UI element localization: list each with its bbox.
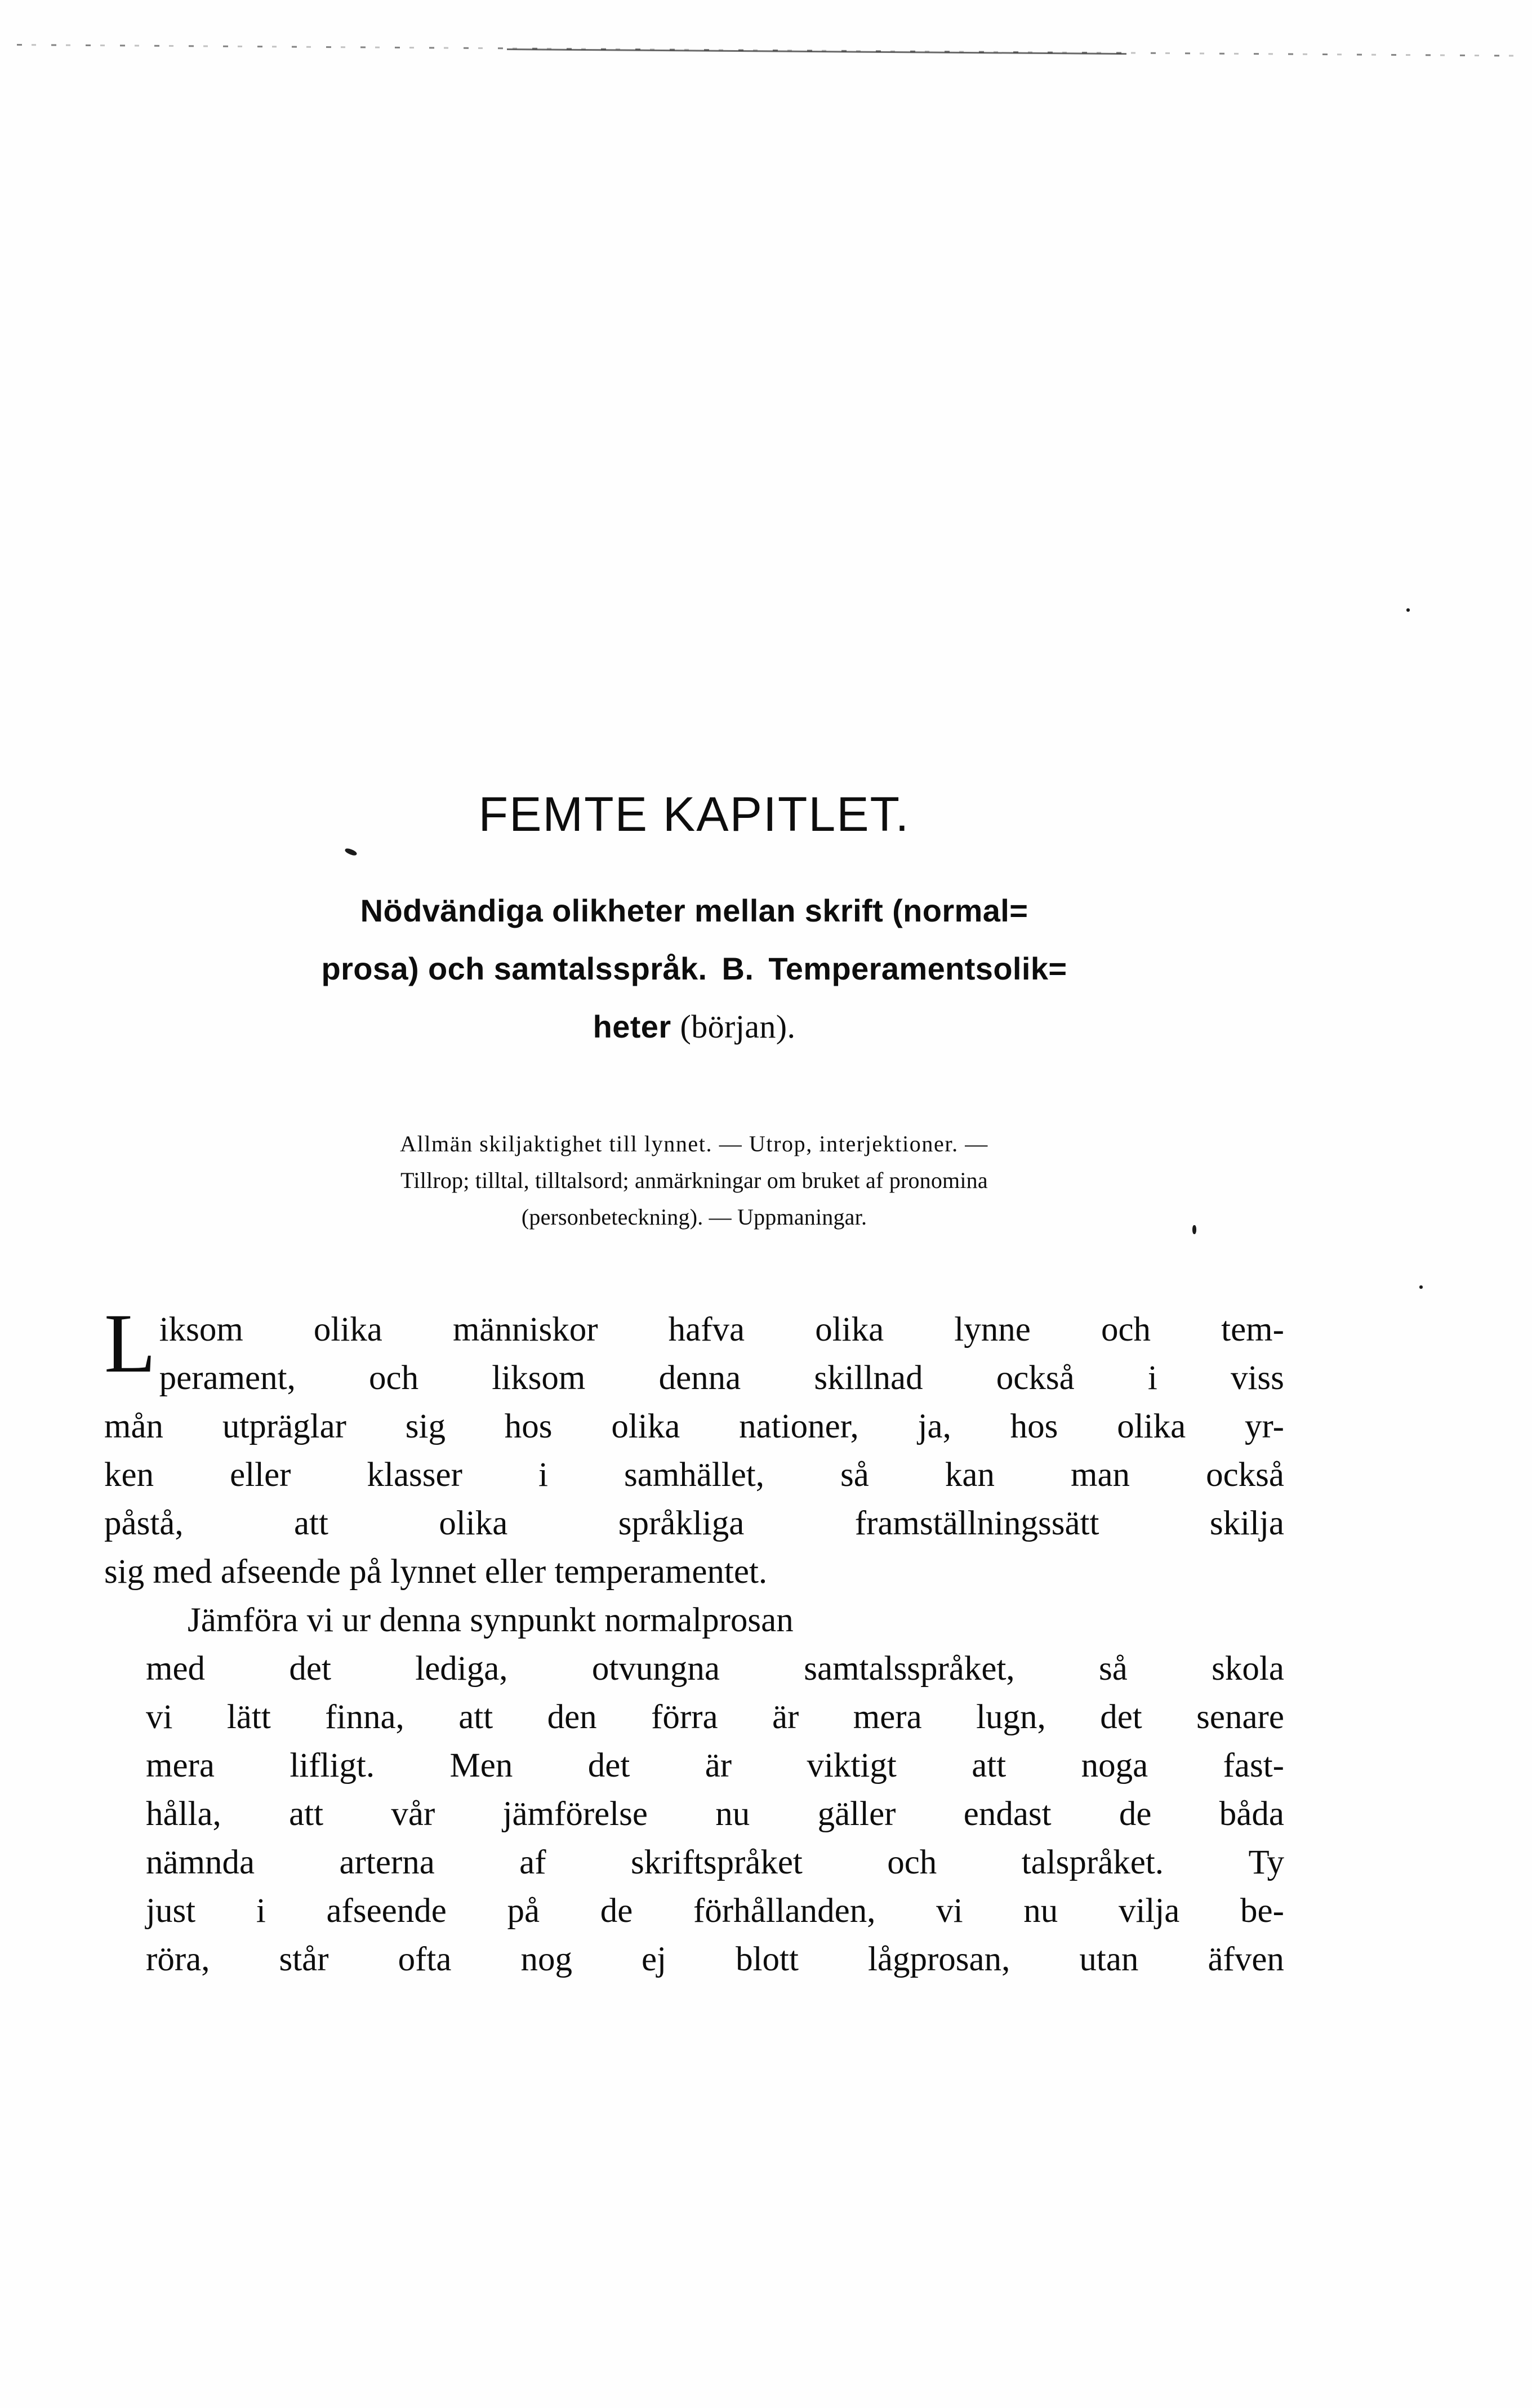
paragraph-2-line-5 bbox=[104, 1790, 1284, 1839]
word: samtalsspråket, bbox=[804, 1650, 1015, 1688]
word: klasser bbox=[367, 1456, 462, 1494]
word: det bbox=[587, 1747, 630, 1784]
word: mån bbox=[104, 1408, 164, 1445]
paragraph-1 bbox=[104, 1297, 1284, 1596]
word: också bbox=[1206, 1456, 1284, 1494]
word: ken bbox=[104, 1456, 154, 1494]
word: det bbox=[1100, 1698, 1142, 1736]
word: lifligt. bbox=[290, 1747, 375, 1784]
word: nog bbox=[520, 1940, 572, 1978]
word: och bbox=[1101, 1311, 1151, 1348]
paragraph-2-line-1 bbox=[104, 1596, 1284, 1645]
word: olika bbox=[815, 1311, 884, 1348]
subtitle-line-2-part-c: Temperamentsolik= bbox=[768, 951, 1067, 986]
word: vi bbox=[936, 1892, 963, 1930]
paragraph-2-line-4 bbox=[104, 1742, 1284, 1790]
word: utan bbox=[1079, 1940, 1139, 1978]
word: människor bbox=[452, 1311, 598, 1348]
word: iksom bbox=[159, 1311, 243, 1348]
word: ofta bbox=[398, 1940, 452, 1978]
argument-line-1: Allmän skiljaktighet till lynnet. — Utrop, interjektioner. — bbox=[400, 1131, 988, 1156]
subtitle-line-2 bbox=[104, 940, 1284, 998]
word: senare bbox=[1196, 1698, 1284, 1736]
argument-line-3: (personbeteckning). — Uppmaningar. bbox=[521, 1204, 867, 1230]
paragraph-2-line-6 bbox=[104, 1839, 1284, 1887]
paragraph-1-line-3 bbox=[104, 1403, 1284, 1451]
word: är bbox=[772, 1698, 799, 1736]
word: att bbox=[289, 1795, 324, 1833]
word: nämnda bbox=[146, 1844, 255, 1881]
word: i bbox=[538, 1456, 548, 1494]
word: ej bbox=[642, 1940, 667, 1978]
ink-speck bbox=[1419, 1285, 1423, 1289]
word: och bbox=[369, 1359, 419, 1397]
word: skola bbox=[1212, 1650, 1284, 1688]
word: viktigt bbox=[807, 1747, 897, 1784]
word: i bbox=[1147, 1359, 1157, 1397]
word: de bbox=[1119, 1795, 1152, 1833]
word: jämförelse bbox=[502, 1795, 648, 1833]
word: blott bbox=[736, 1940, 799, 1978]
word: att bbox=[458, 1698, 493, 1736]
word: de bbox=[600, 1892, 633, 1930]
subtitle-line-3-bold: heter bbox=[593, 1009, 671, 1044]
word: så bbox=[840, 1456, 869, 1494]
word: afseende bbox=[326, 1892, 447, 1930]
paragraph-2 bbox=[104, 1596, 1284, 1984]
word: den bbox=[547, 1698, 597, 1736]
paragraph-1-line-2 bbox=[159, 1354, 1284, 1403]
subtitle-section-letter: B. bbox=[722, 951, 754, 986]
word: perament, bbox=[159, 1359, 296, 1397]
word: båda bbox=[1219, 1795, 1284, 1833]
word: vi bbox=[146, 1698, 173, 1736]
word: förra bbox=[651, 1698, 718, 1736]
paragraph-1-line-1 bbox=[159, 1306, 1284, 1354]
word: så bbox=[1098, 1650, 1128, 1688]
chapter-argument-summary bbox=[104, 1125, 1284, 1235]
paragraph-2-line-7 bbox=[104, 1887, 1284, 1935]
word: olika bbox=[611, 1408, 680, 1445]
word: finna, bbox=[325, 1698, 404, 1736]
word: och bbox=[887, 1844, 937, 1881]
word: be- bbox=[1240, 1892, 1284, 1930]
word: otvungna bbox=[591, 1650, 720, 1688]
word: utpräglar bbox=[222, 1408, 346, 1445]
subtitle-line-2-part-a: prosa) och samtalsspråk. bbox=[321, 951, 707, 986]
word: liksom bbox=[492, 1359, 586, 1397]
paragraph-2-line-2 bbox=[104, 1645, 1284, 1693]
drop-cap-initial: L bbox=[104, 1297, 156, 1390]
line-text: Jämföra vi ur denna synpunkt normalprosan bbox=[188, 1601, 794, 1639]
chapter-subtitle bbox=[104, 882, 1284, 1056]
word: att bbox=[293, 1505, 328, 1542]
word: gäller bbox=[817, 1795, 896, 1833]
word: det bbox=[289, 1650, 331, 1688]
word: endast bbox=[963, 1795, 1052, 1833]
word: förhållanden, bbox=[693, 1892, 876, 1930]
word: arterna bbox=[339, 1844, 435, 1881]
word: språkliga bbox=[618, 1505, 745, 1542]
word: påstå, bbox=[104, 1505, 184, 1542]
word: lågprosan, bbox=[867, 1940, 1010, 1978]
word: olika bbox=[439, 1505, 508, 1542]
word: på bbox=[507, 1892, 540, 1930]
word: äfven bbox=[1208, 1940, 1284, 1978]
word: skillnad bbox=[814, 1359, 923, 1397]
word: hafva bbox=[668, 1311, 745, 1348]
word: denna bbox=[658, 1359, 741, 1397]
word: man bbox=[1071, 1456, 1130, 1494]
word: hos bbox=[504, 1408, 553, 1445]
word: viss bbox=[1230, 1359, 1284, 1397]
word: röra, bbox=[146, 1940, 210, 1978]
word: hos bbox=[1010, 1408, 1058, 1445]
word: med bbox=[146, 1650, 206, 1688]
argument-line-2: Tillrop; tilltal, tilltalsord; anmärkningar om bruket af pronomina bbox=[400, 1168, 988, 1193]
word: samhället, bbox=[624, 1456, 764, 1494]
ink-speck bbox=[344, 847, 358, 857]
word: sig bbox=[405, 1408, 446, 1445]
word: nu bbox=[715, 1795, 750, 1833]
word: hålla, bbox=[146, 1795, 221, 1833]
word: kan bbox=[945, 1456, 995, 1494]
word: talspråket. bbox=[1021, 1844, 1164, 1881]
word: olika bbox=[313, 1311, 382, 1348]
word: noga bbox=[1081, 1747, 1148, 1784]
word: olika bbox=[1117, 1408, 1186, 1445]
paragraph-1-line-5 bbox=[104, 1499, 1284, 1548]
word: just bbox=[146, 1892, 196, 1930]
word: eller bbox=[230, 1456, 291, 1494]
word: också bbox=[996, 1359, 1075, 1397]
paragraph-2-line-3 bbox=[104, 1693, 1284, 1742]
ink-speck bbox=[1406, 608, 1410, 612]
word: står bbox=[279, 1940, 329, 1978]
word: nu bbox=[1023, 1892, 1058, 1930]
word: fast- bbox=[1223, 1747, 1284, 1784]
subtitle-line-3-regular: (början). bbox=[680, 1008, 796, 1045]
paragraph-2-line-8 bbox=[104, 1935, 1284, 1984]
body-text bbox=[104, 1297, 1284, 1984]
subtitle-line-3 bbox=[104, 998, 1284, 1056]
word: vilja bbox=[1118, 1892, 1180, 1930]
word: mera bbox=[146, 1747, 215, 1784]
word: lätt bbox=[226, 1698, 271, 1736]
paragraph-1-line-4 bbox=[104, 1451, 1284, 1499]
chapter-title: FEMTE KAPITLET. bbox=[478, 787, 910, 842]
word: lugn, bbox=[976, 1698, 1046, 1736]
word: nationer, bbox=[739, 1408, 859, 1445]
word: af bbox=[519, 1844, 546, 1881]
word: lediga, bbox=[415, 1650, 508, 1688]
word: tem- bbox=[1221, 1311, 1284, 1348]
word: är bbox=[705, 1747, 732, 1784]
subtitle-line-1: Nödvändiga olikheter mellan skrift (normal= bbox=[360, 893, 1028, 928]
word: ja, bbox=[918, 1408, 951, 1445]
word: att bbox=[972, 1747, 1007, 1784]
word: skriftspråket bbox=[630, 1844, 803, 1881]
word: skilja bbox=[1209, 1505, 1284, 1542]
word: i bbox=[256, 1892, 266, 1930]
word: mera bbox=[853, 1698, 922, 1736]
word: framställningssätt bbox=[854, 1505, 1099, 1542]
paragraph-1-line-6: sig med afseende på lynnet eller temperamentet. bbox=[104, 1553, 768, 1591]
word: yr- bbox=[1244, 1408, 1284, 1445]
word: lynne bbox=[954, 1311, 1031, 1348]
word: Men bbox=[449, 1747, 513, 1784]
word: vår bbox=[391, 1795, 435, 1833]
word: Ty bbox=[1248, 1844, 1284, 1881]
